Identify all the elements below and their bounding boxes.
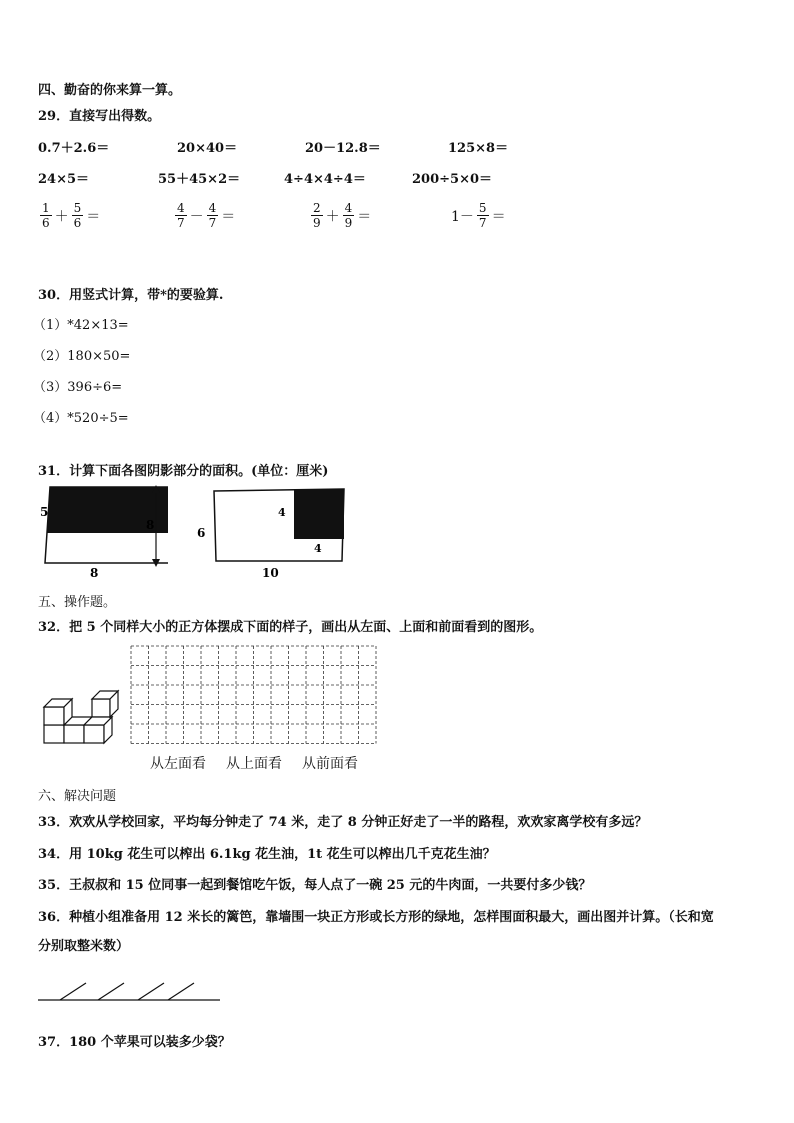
section-4-heading: 四、勤奋的你来算一算。	[38, 83, 182, 98]
q29-frac-expr-2: $\frac{4}{7}$ － $\frac{4}{7}$ ＝	[177, 201, 236, 230]
caption-left-view: 从左面看	[150, 756, 206, 772]
q29-frac-expr-3: $\frac{2}{9}$ ＋ $\frac{4}{9}$ ＝	[313, 201, 372, 230]
section-6-heading: 六、解决问题	[38, 789, 117, 804]
q34-text: 34．用 10kg 花生可以榨出 6.1kg 花生油，1t 花生可以榨出几千克花生油？	[38, 847, 496, 862]
q29-r2-c1: 24×5＝	[38, 172, 90, 187]
caption-top-view: 从上面看	[226, 756, 282, 772]
q29-title: 29．直接写出得数。	[38, 109, 161, 124]
fig1-label-bottom: 8	[90, 566, 99, 580]
q32-title: 32．把 5 个同样大小的正方体摆成下面的样子，画出从左面、上面和前面看到的图形。	[38, 620, 543, 635]
fig2-label-inner-bottom: 4	[314, 542, 322, 555]
q33-text: 33．欢欢从学校回家，平均每分钟走了 74 米，走了 8 分钟正好走了一半的路程，欢欢家离学校有多远？	[38, 815, 648, 830]
q31-figure-1	[38, 485, 168, 580]
fraction: $\frac{4}{7}$	[177, 201, 185, 230]
q29-r1-c1: 0.7＋2.6＝	[38, 141, 110, 156]
q30-item-2: （2）180×50=	[33, 349, 131, 364]
q36-line-2: 分别取整米数）	[38, 939, 130, 954]
q30-item-4: （4）*520÷5=	[33, 411, 129, 426]
q29-frac-expr-4: 1－ $\frac{5}{7}$ ＝	[451, 201, 506, 230]
q30-title: 30．用竖式计算，带*的要验算.	[38, 288, 224, 303]
fig2-label-left: 6	[197, 526, 206, 540]
q36-line-1: 36．种植小组准备用 12 米长的篱笆，靠墙围一块正方形或长方形的绿地，怎样围面积最大，画出图并计算。（长和宽	[38, 910, 714, 925]
q30-item-1: （1）*42×13=	[33, 318, 129, 333]
fig2-label-inner-left: 4	[278, 506, 286, 519]
wall-hatch-figure	[38, 980, 224, 1004]
q30-item-3: （3）396÷6=	[33, 380, 123, 395]
q29-frac-expr-1: $\frac{1}{6}$ ＋ $\frac{5}{6}$ ＝	[42, 201, 101, 230]
fraction: $\frac{4}{7}$	[208, 201, 217, 230]
shaded-square	[294, 489, 344, 539]
section-5-heading: 五、操作题。	[38, 595, 117, 610]
fig1-label-left: 5	[40, 505, 49, 519]
q29-r1-c2: 20×40＝	[177, 141, 238, 156]
cube-stack-figure	[40, 685, 120, 747]
q29-r1-c4: 125×8＝	[448, 141, 509, 156]
fig1-label-right: 8	[146, 518, 155, 532]
q29-r2-c3: 4÷4×4÷4＝	[284, 172, 366, 187]
q37-text: 37．180 个苹果可以装多少袋？	[38, 1035, 231, 1050]
q29-r1-c3: 20－12.8＝	[305, 141, 381, 156]
fraction: $\frac{5}{6}$	[73, 201, 82, 230]
q29-r2-c2: 55＋45×2＝	[158, 172, 241, 187]
q31-figure-2	[192, 485, 352, 580]
fraction: $\frac{2}{9}$	[313, 201, 321, 230]
q29-r2-c4: 200÷5×0＝	[412, 172, 493, 187]
dotted-grid	[130, 645, 380, 745]
fig2-label-bottom: 10	[262, 566, 279, 580]
q31-title: 31．计算下面各图阴影部分的面积。(单位：厘米)	[38, 464, 329, 479]
fraction: $\frac{5}{7}$	[478, 201, 487, 230]
caption-front-view: 从前面看	[302, 756, 358, 772]
fraction: $\frac{4}{9}$	[344, 201, 353, 230]
q35-text: 35．王叔叔和 15 位同事一起到餐馆吃午饭，每人点了一碗 25 元的牛肉面，一共要付多少钱？	[38, 878, 592, 893]
fraction: $\frac{1}{6}$	[42, 201, 50, 230]
